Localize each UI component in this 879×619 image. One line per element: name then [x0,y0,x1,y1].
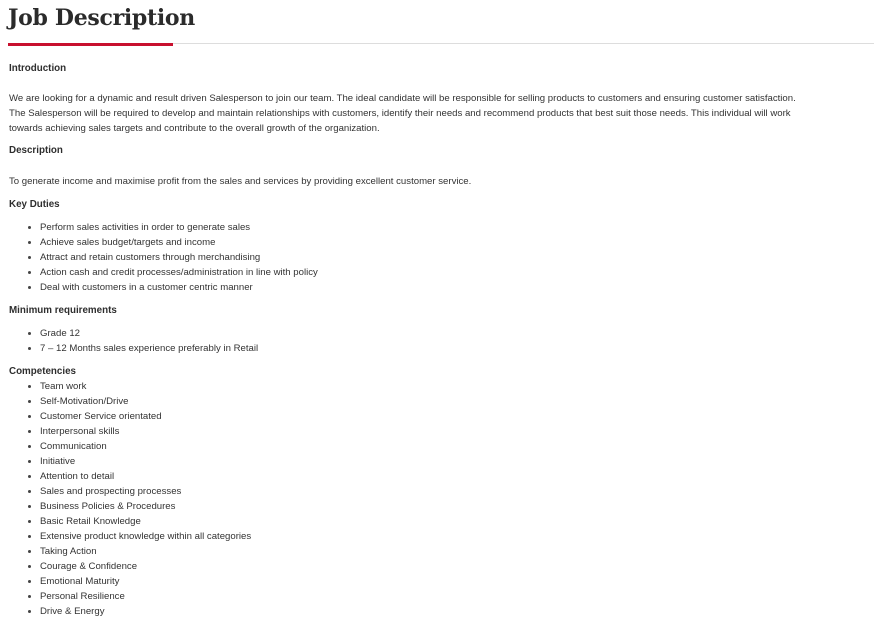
list-item: Action cash and credit processes/administration in line with policy [40,265,871,280]
list-item: Basic Retail Knowledge [40,514,871,529]
introduction-line: The Salesperson will be required to develop and maintain relationships with customers, identify their needs and recommend products that best suit those needs. This individual will work [9,108,791,119]
list-item: Extensive product knowledge within all categories [40,529,871,544]
introduction-paragraph [9,91,871,136]
title-accent-underline [8,43,173,46]
key-duties-list [9,220,871,295]
list-item: Interpersonal skills [40,424,871,439]
list-item: Achieve sales budget/targets and income [40,235,871,250]
list-item: Courage & Confidence [40,559,871,574]
list-item: Personal Resilience [40,589,871,604]
list-item: Sales and prospecting processes [40,484,871,499]
list-item: 7 – 12 Months sales experience preferably in Retail [40,341,871,356]
competencies-list [9,379,871,619]
list-item: Initiative [40,454,871,469]
page-title: Job Description [8,5,196,31]
introduction-heading: Introduction [9,63,67,74]
list-item: Customer Service orientated [40,409,871,424]
list-item: Attract and retain customers through merchandising [40,250,871,265]
minimum-requirements-list [9,326,871,356]
key-duties-heading: Key Duties [9,199,60,210]
description-paragraph: To generate income and maximise profit from the sales and services by providing excellent customer service. [9,176,472,187]
competencies-heading: Competencies [9,366,76,377]
list-item: Perform sales activities in order to generate sales [40,220,871,235]
job-description-content [9,61,871,619]
list-item: Emotional Maturity [40,574,871,589]
list-item: Drive & Energy [40,604,871,619]
description-heading: Description [9,145,63,156]
list-item: Communication [40,439,871,454]
introduction-line: We are looking for a dynamic and result driven Salesperson to join our team. The ideal candidate will be responsible for selling products to customers and ensuring customer satisfaction. [9,93,796,104]
list-item: Self-Motivation/Drive [40,394,871,409]
list-item: Grade 12 [40,326,871,341]
minimum-requirements-heading: Minimum requirements [9,305,117,316]
list-item: Business Policies & Procedures [40,499,871,514]
list-item: Taking Action [40,544,871,559]
introduction-line: towards achieving sales targets and contribute to the overall growth of the organization. [9,123,380,134]
list-item: Team work [40,379,871,394]
list-item: Deal with customers in a customer centric manner [40,280,871,295]
list-item: Attention to detail [40,469,871,484]
